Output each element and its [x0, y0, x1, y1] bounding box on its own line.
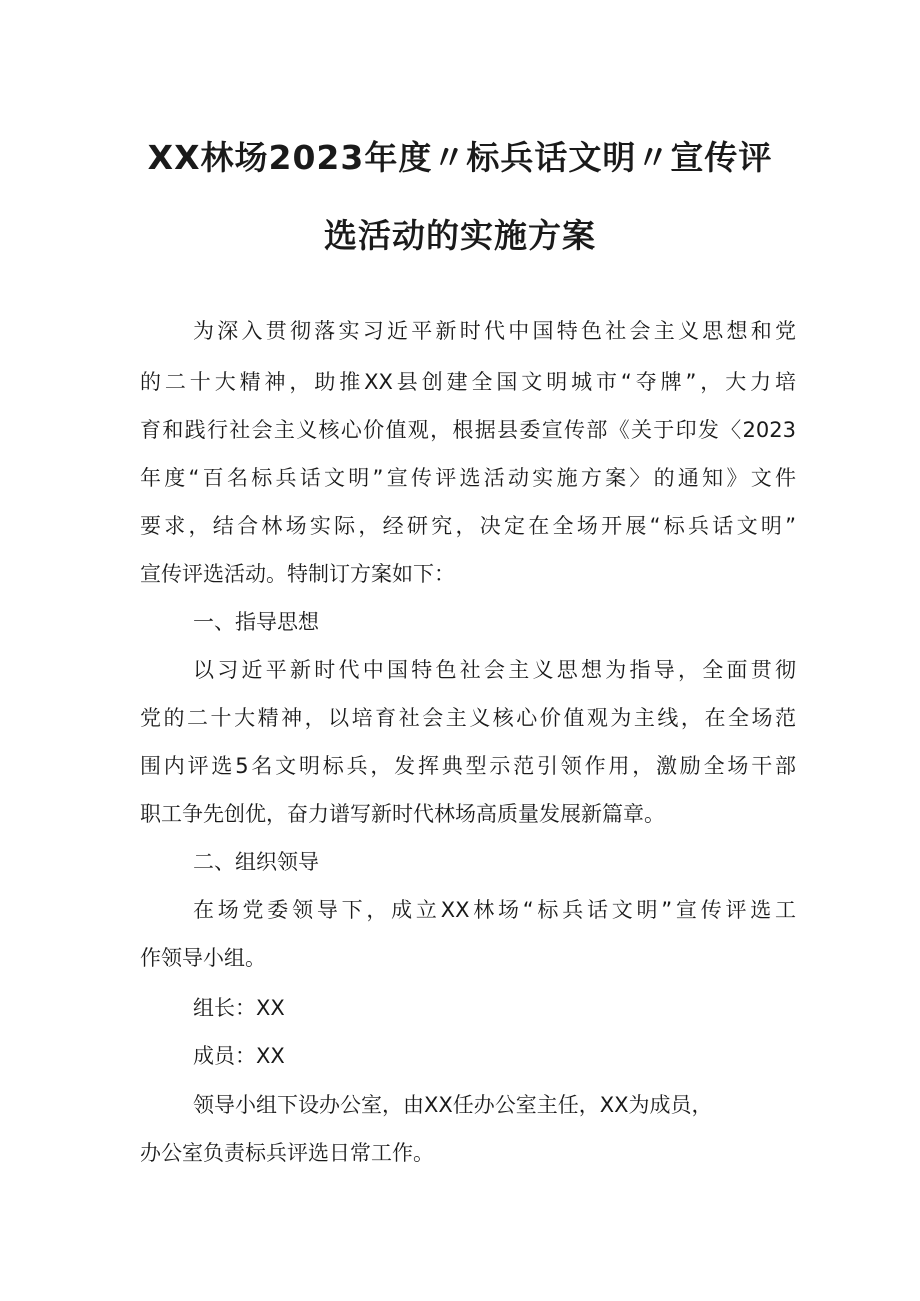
paragraph-line: 围内评选5名文明标兵，发挥典型示范引领作用，激励全场干部	[140, 754, 796, 778]
paragraph-line: 办公室负责标兵评选日常工作。	[140, 1141, 434, 1165]
paragraph-line: 在场党委领导下，成立XX林场“标兵话文明”宣传评选工	[193, 898, 796, 922]
team-members-line: 成员：XX	[193, 1044, 285, 1068]
section-heading: 一、指导思想	[193, 610, 319, 634]
paragraph-line: 以习近平新时代中国特色社会主义思想为指导，全面贯彻	[193, 658, 796, 682]
paragraph-line: 领导小组下设办公室，由XX任办公室主任，XX为成员，	[193, 1093, 713, 1117]
paragraph-line: 职工争先创优，奋力谱写新时代林场高质量发展新篇章。	[140, 802, 665, 826]
paragraph-line: 党的二十大精神，以培育社会主义核心价值观为主线，在全场范	[140, 706, 796, 730]
paragraph-line: 育和践行社会主义核心价值观，根据县委宣传部《关于印发〈2023	[140, 418, 796, 442]
document-title-line-2: 选活动的实施方案	[324, 216, 596, 255]
paragraph-line: 为深入贯彻落实习近平新时代中国特色社会主义思想和党	[193, 319, 796, 343]
paragraph-line: 的二十大精神，助推XX县创建全国文明城市“夺牌”，大力培	[140, 370, 796, 394]
paragraph-line: 作领导小组。	[140, 946, 266, 970]
paragraph-line: 宣传评选活动。特制订方案如下：	[140, 562, 455, 586]
document-title-line-1: XX林场2023年度〃标兵话文明〃宣传评	[147, 138, 773, 177]
section-heading: 二、组织领导	[193, 850, 319, 874]
team-leader-line: 组长：XX	[193, 996, 285, 1020]
paragraph-line: 年度“百名标兵话文明”宣传评选活动实施方案〉的通知》文件	[140, 466, 796, 490]
paragraph-line: 要求，结合林场实际，经研究，决定在全场开展“标兵话文明”	[140, 514, 796, 538]
